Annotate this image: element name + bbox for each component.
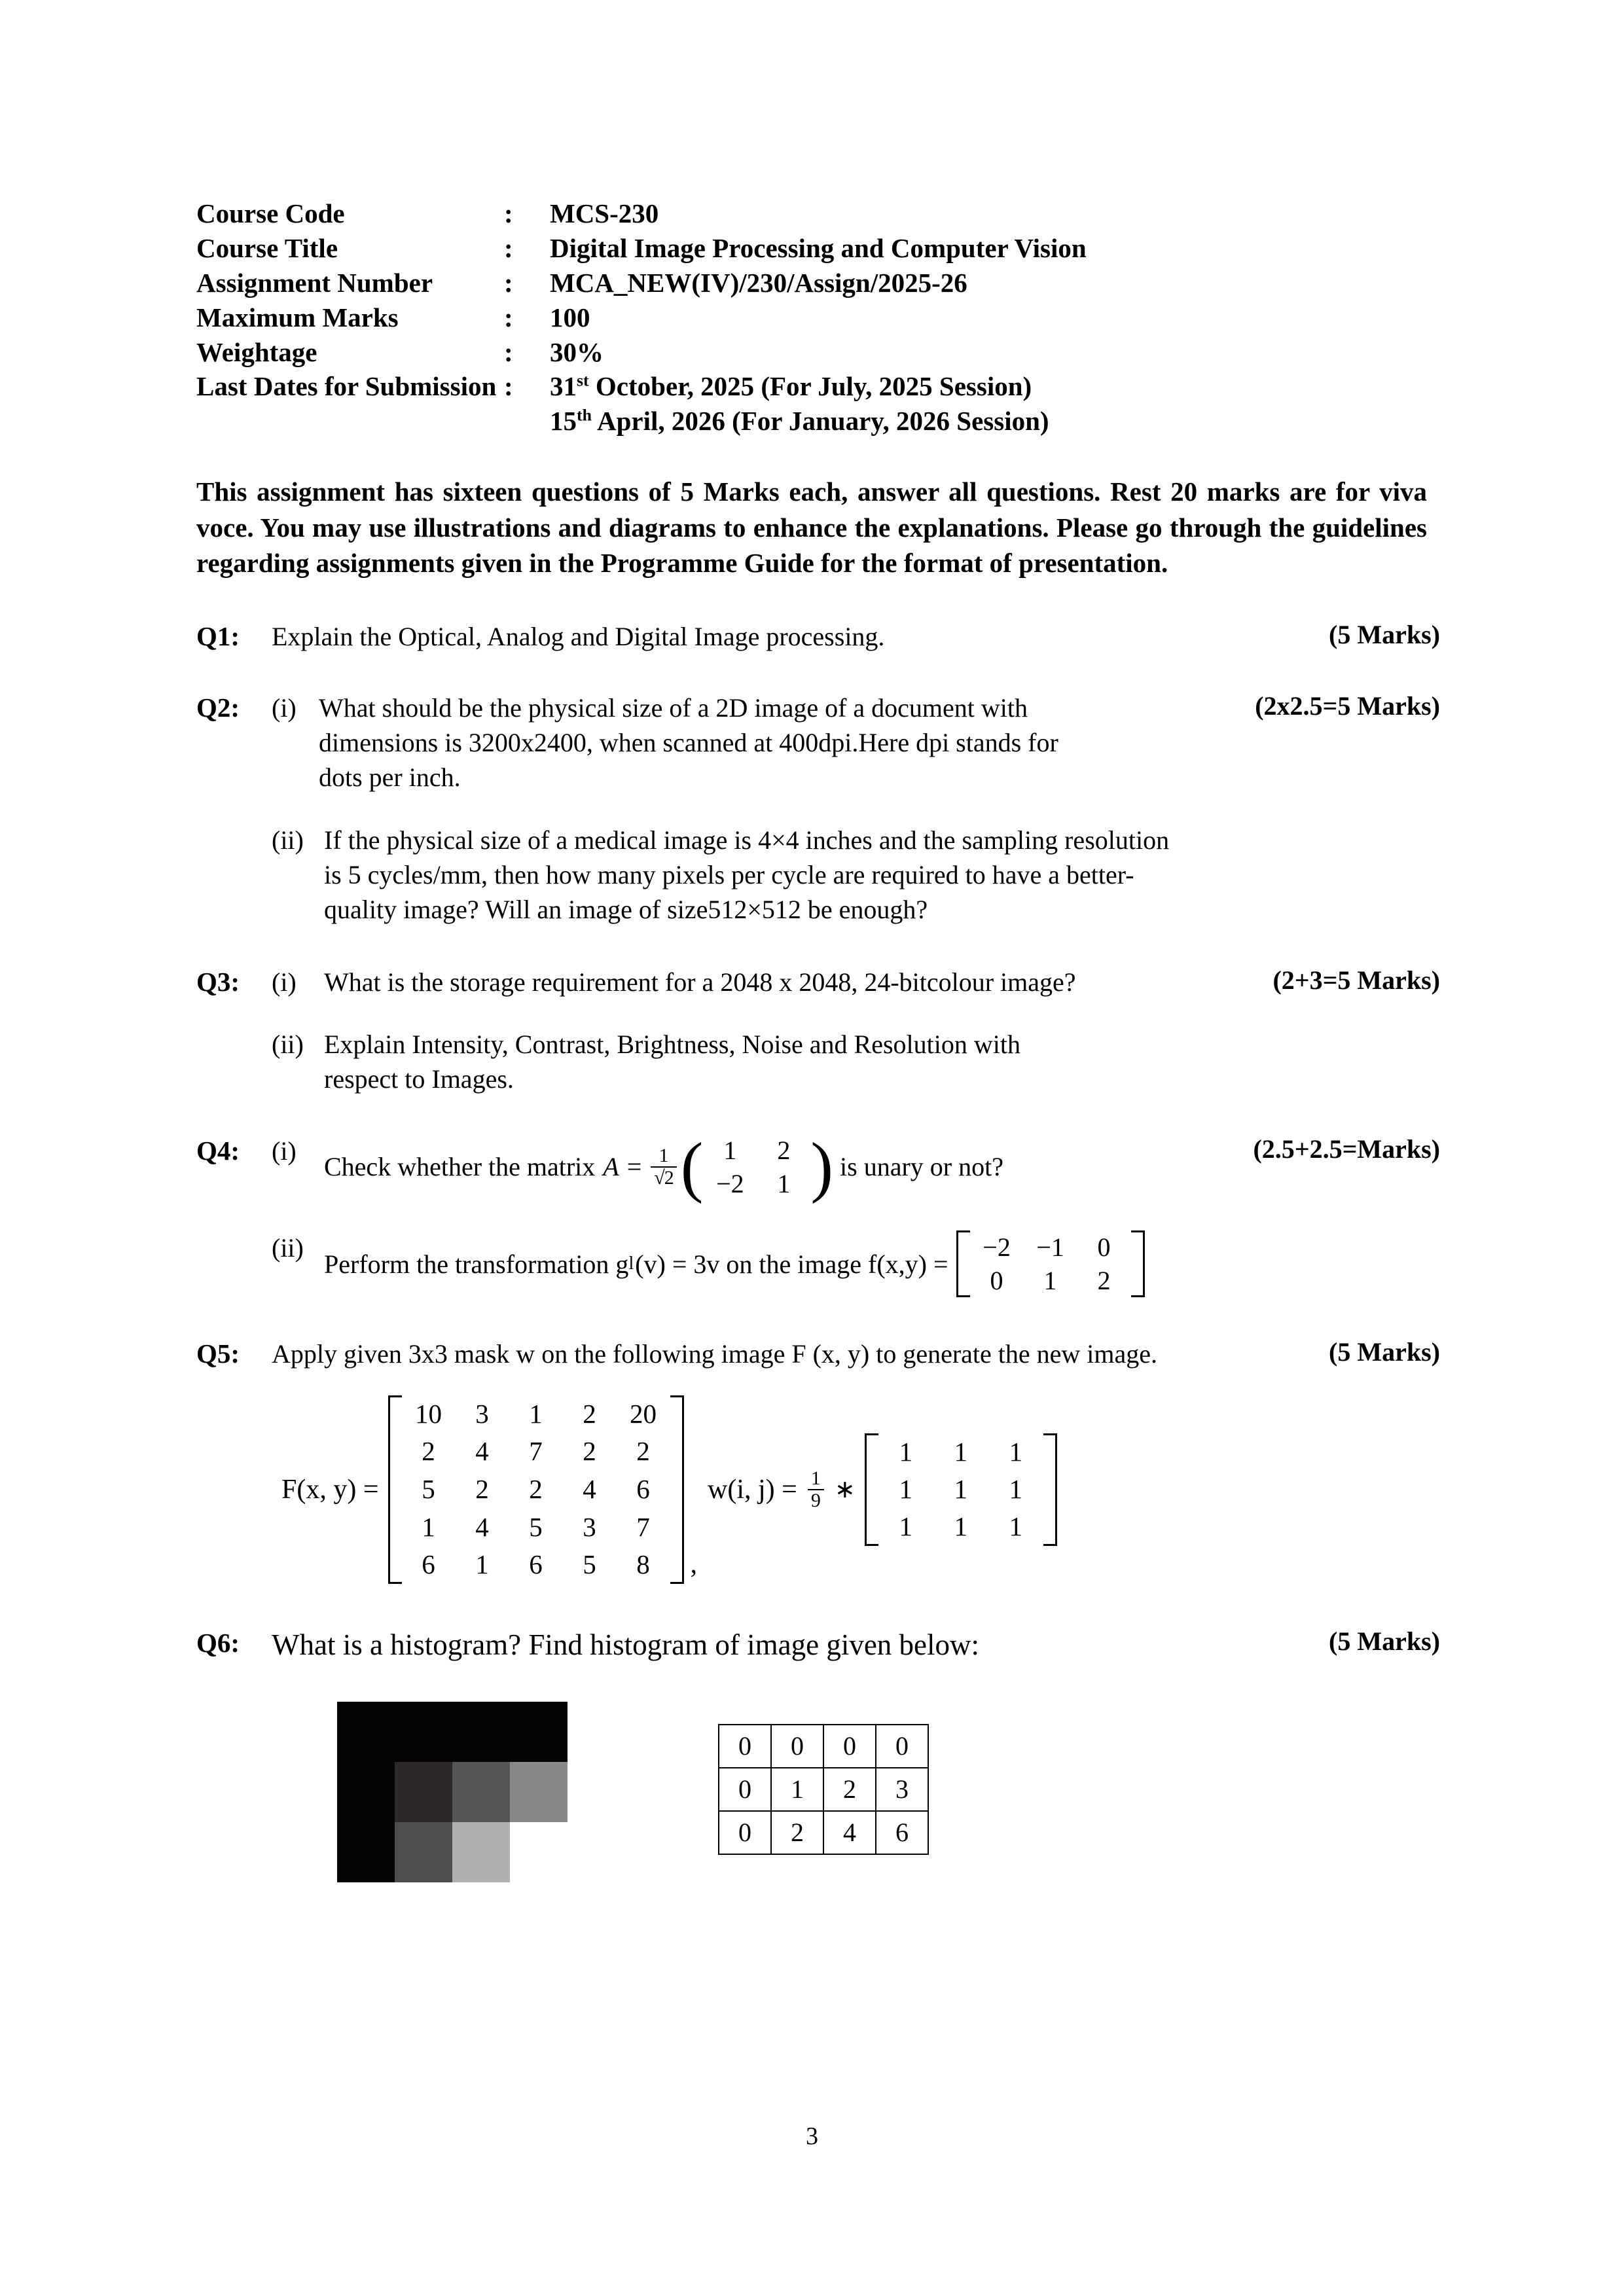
matrix-cell: 2 bbox=[583, 1436, 596, 1467]
left-bracket bbox=[388, 1395, 402, 1584]
meta-value: MCS-230 bbox=[550, 198, 659, 228]
meta-label: Course Title bbox=[196, 232, 338, 263]
meta-colon: : bbox=[504, 302, 513, 332]
matrix-cell: 6 bbox=[422, 1549, 435, 1580]
subquestion-text: Explain Intensity, Contrast, Brightness, Noise and Resolution with respect to Images. bbox=[324, 1030, 1020, 1094]
meta-value: 100 bbox=[550, 302, 590, 332]
right-bracket bbox=[1131, 1230, 1145, 1297]
marks-label: (2x2.5=5 Marks) bbox=[1255, 691, 1440, 721]
table-cell: 0 bbox=[823, 1725, 876, 1768]
meta-colon: : bbox=[504, 267, 513, 298]
date-day: 31 bbox=[550, 371, 577, 402]
date-day: 15 bbox=[550, 406, 577, 437]
right-bracket bbox=[670, 1395, 684, 1584]
subquestion-i bbox=[272, 965, 1440, 999]
question-q6 bbox=[196, 1626, 1440, 1665]
matrix-cell: 7 bbox=[529, 1436, 543, 1467]
matrix-cell: 1 bbox=[1009, 1474, 1022, 1505]
meta-value: Digital Image Processing and Computer Vision bbox=[550, 232, 1087, 263]
grayscale-image bbox=[337, 1702, 568, 1882]
question-q2 bbox=[196, 691, 1440, 927]
matrix-cell: −2 bbox=[716, 1168, 744, 1198]
date-ordinal-suffix: st bbox=[577, 370, 589, 390]
matrix-cell: 1 bbox=[899, 1436, 912, 1467]
pixel-cell bbox=[510, 1702, 568, 1762]
pixel-cell bbox=[337, 1822, 395, 1882]
matrix-cell: 2 bbox=[422, 1436, 435, 1467]
meta-colon: : bbox=[504, 232, 513, 263]
matrix-cell: 2 bbox=[1097, 1266, 1111, 1296]
table-cell: 0 bbox=[719, 1768, 771, 1811]
meta-label: Weightage bbox=[196, 336, 317, 367]
pixel-value-table bbox=[718, 1724, 929, 1855]
table-row bbox=[719, 1768, 928, 1811]
matrix-cell: 1 bbox=[899, 1474, 912, 1505]
question-q4 bbox=[196, 1129, 1440, 1298]
matrix-cell: 3 bbox=[475, 1398, 489, 1429]
meta-colon: : bbox=[504, 371, 513, 402]
question-number: Q2: bbox=[196, 692, 240, 723]
subquestion-text: What should be the physical size of a 2D image of a document with dimensions is 3200x2400, when scanned at 400dpi.Here dpi stands for dots per inch. bbox=[319, 692, 1058, 793]
date-rest: October, 2025 (For July, 2025 Session) bbox=[588, 371, 1032, 402]
matrix-cell: 5 bbox=[422, 1474, 435, 1505]
subquestion-label: (i) bbox=[272, 967, 297, 997]
pixel-cell bbox=[452, 1702, 510, 1762]
question-number: Q5: bbox=[196, 1338, 240, 1369]
fraction-numerator: 1 bbox=[810, 1467, 821, 1490]
subquestion-text: If the physical size of a medical image is 4×4 inches and the sampling resolution is 5 cycles/mm, then how many pixels per cycle are required to have a better-quality image? Will an image of size512×512 be enough? bbox=[324, 825, 1170, 924]
subquestion-label: (i) bbox=[272, 1136, 297, 1166]
w-matrix-label: w(i, j) = bbox=[708, 1474, 797, 1505]
date-rest: April, 2026 (For January, 2026 Session) bbox=[591, 406, 1049, 437]
table-cell: 0 bbox=[719, 1811, 771, 1854]
meta-colon: : bbox=[504, 198, 513, 228]
separator-comma: , bbox=[690, 1549, 698, 1579]
left-paren: ( bbox=[680, 1129, 704, 1205]
table-cell: 6 bbox=[876, 1811, 928, 1854]
matrix-cell: 4 bbox=[583, 1474, 596, 1505]
meta-row-maximum-marks bbox=[196, 300, 1440, 335]
matrix-cell: 7 bbox=[636, 1511, 650, 1542]
matrix-cell: 1 bbox=[954, 1511, 967, 1542]
q4-ii-middle: (v) = 3v on the image f(x,y) = bbox=[635, 1249, 948, 1279]
matrix-cell: 4 bbox=[475, 1511, 489, 1542]
matrix-cell: 1 bbox=[723, 1135, 737, 1165]
subquestion-ii bbox=[272, 1230, 1440, 1297]
question-number: Q4: bbox=[196, 1135, 240, 1166]
table-cell: 4 bbox=[823, 1811, 876, 1854]
f-matrix-label: F(x, y) = bbox=[281, 1474, 379, 1505]
matrix-cell: 2 bbox=[475, 1474, 489, 1505]
subquestion-ii bbox=[272, 1027, 1440, 1096]
pixel-cell bbox=[452, 1762, 510, 1822]
matrix-cell: 20 bbox=[630, 1398, 657, 1429]
matrix-cell: 1 bbox=[899, 1511, 912, 1542]
left-bracket bbox=[865, 1433, 878, 1546]
assignment-instructions: This assignment has sixteen questions of 5 Marks each, answer all questions. Rest 20 marks are for viva voce. You may use illustrations and diagrams to enhance the explanations. Please go through the guidelines regarding assignments given in the Programme Guide for the format of presentation. bbox=[196, 476, 1427, 579]
matrix-cell: 0 bbox=[990, 1266, 1003, 1296]
matrix-cell: 1 bbox=[954, 1474, 967, 1505]
fraction-one-ninth bbox=[808, 1468, 824, 1511]
subscript-l: l bbox=[628, 1253, 634, 1274]
matrix-F bbox=[388, 1395, 684, 1584]
meta-row-course-title bbox=[196, 231, 1440, 266]
meta-row-weightage bbox=[196, 335, 1440, 370]
meta-label: Course Code bbox=[196, 198, 345, 228]
pixel-cell bbox=[510, 1762, 568, 1822]
matrix-cell: 2 bbox=[529, 1474, 543, 1505]
question-number: Q3: bbox=[196, 967, 240, 997]
matrix-cell: 0 bbox=[1097, 1232, 1111, 1263]
marks-label: (2+3=5 Marks) bbox=[1272, 965, 1440, 996]
q4-i-prefix: Check whether the matrix bbox=[324, 1152, 596, 1182]
matrix-cell: 4 bbox=[475, 1436, 489, 1467]
question-q5 bbox=[196, 1336, 1440, 1371]
question-text: What is a histogram? Find histogram of image given below: bbox=[272, 1628, 980, 1661]
matrix-cell: 6 bbox=[529, 1549, 543, 1580]
matrix-cell: 1 bbox=[954, 1436, 967, 1467]
matrix-cell: 2 bbox=[636, 1436, 650, 1467]
multiplication-star: ∗ bbox=[834, 1476, 856, 1504]
pixel-cell bbox=[395, 1822, 452, 1882]
q6-figure-row bbox=[337, 1702, 1434, 1882]
question-number: Q6: bbox=[196, 1627, 240, 1658]
subquestion-ii bbox=[272, 823, 1440, 927]
question-text: Explain the Optical, Analog and Digital Image processing. bbox=[272, 621, 885, 651]
pixel-cell bbox=[452, 1822, 510, 1882]
meta-row-last-dates bbox=[196, 369, 1440, 404]
question-q1 bbox=[196, 619, 1440, 654]
meta-label: Maximum Marks bbox=[196, 302, 399, 332]
matrix-cell: 1 bbox=[1009, 1511, 1022, 1542]
matrix-cell: 1 bbox=[529, 1398, 543, 1429]
matrix-cell: 2 bbox=[777, 1135, 791, 1165]
q4-i-suffix: is unary or not? bbox=[840, 1152, 1003, 1182]
matrix-cell: 5 bbox=[583, 1549, 596, 1580]
right-paren: ) bbox=[810, 1129, 834, 1205]
matrix-cell: 5 bbox=[529, 1511, 543, 1542]
fraction-denominator: √2 bbox=[651, 1166, 676, 1189]
page-number: 3 bbox=[806, 2123, 818, 2150]
meta-label: Last Dates for Submission bbox=[196, 371, 497, 402]
matrix-cell: 3 bbox=[583, 1511, 596, 1542]
question-text: Apply given 3x3 mask w on the following image F (x, y) to generate the new image. bbox=[272, 1339, 1158, 1369]
table-row bbox=[719, 1811, 928, 1854]
table-row bbox=[719, 1725, 928, 1768]
subquestion-text bbox=[324, 1129, 1003, 1205]
marks-label: (5 Marks) bbox=[1329, 619, 1440, 649]
fraction-numerator: 1 bbox=[659, 1145, 669, 1167]
matrix-variable-A: A bbox=[603, 1152, 619, 1182]
pixel-cell bbox=[395, 1702, 452, 1762]
marks-label: (2.5+2.5=Marks) bbox=[1253, 1134, 1440, 1164]
marks-label: (5 Marks) bbox=[1329, 1626, 1440, 1656]
fraction-denominator: 9 bbox=[808, 1489, 824, 1511]
table-cell: 0 bbox=[719, 1725, 771, 1768]
matrix-w bbox=[865, 1433, 1057, 1546]
meta-value: 30% bbox=[550, 336, 604, 367]
subquestion-text: What is the storage requirement for a 2048 x 2048, 24-bitcolour image? bbox=[324, 967, 1076, 997]
meta-row-course-code bbox=[196, 196, 1440, 231]
submission-date-july bbox=[550, 369, 1032, 404]
meta-label: Assignment Number bbox=[196, 267, 433, 298]
subquestion-label: (i) bbox=[272, 692, 297, 723]
table-cell: 2 bbox=[823, 1768, 876, 1811]
q5-matrices bbox=[281, 1395, 1434, 1584]
subquestion-label: (ii) bbox=[272, 825, 304, 855]
matrix-A bbox=[680, 1129, 834, 1205]
subquestion-text bbox=[324, 1230, 1147, 1297]
table-cell: 3 bbox=[876, 1768, 928, 1811]
matrix-cell: 1 bbox=[422, 1511, 435, 1542]
pixel-cell bbox=[337, 1762, 395, 1822]
submission-date-january bbox=[550, 404, 1440, 439]
table-cell: 0 bbox=[876, 1725, 928, 1768]
matrix-cell: 1 bbox=[475, 1549, 489, 1580]
table-cell: 0 bbox=[771, 1725, 823, 1768]
fraction-one-over-root-two bbox=[651, 1145, 676, 1188]
matrix-cell: 10 bbox=[415, 1398, 442, 1429]
pixel-cell bbox=[510, 1822, 568, 1882]
course-meta-block bbox=[196, 196, 1440, 439]
matrix-cell: 1 bbox=[1009, 1436, 1022, 1467]
matrix-cell: −1 bbox=[1036, 1232, 1064, 1263]
left-bracket bbox=[956, 1230, 970, 1297]
pixel-cell bbox=[337, 1702, 395, 1762]
matrix-cell: 1 bbox=[1043, 1266, 1057, 1296]
question-number: Q1: bbox=[196, 620, 240, 651]
marks-label: (5 Marks) bbox=[1329, 1337, 1440, 1367]
matrix-cell: 8 bbox=[636, 1549, 650, 1580]
pixel-cell bbox=[395, 1762, 452, 1822]
table-cell: 2 bbox=[771, 1811, 823, 1854]
subquestion-label: (ii) bbox=[272, 1030, 304, 1060]
meta-value: MCA_NEW(IV)/230/Assign/2025-26 bbox=[550, 267, 967, 298]
matrix-cell: −2 bbox=[983, 1232, 1011, 1263]
table-cell: 1 bbox=[771, 1768, 823, 1811]
question-q3 bbox=[196, 965, 1440, 1097]
matrix-fxy bbox=[956, 1230, 1145, 1297]
meta-colon: : bbox=[504, 336, 513, 367]
matrix-cell: 1 bbox=[777, 1168, 791, 1198]
right-bracket bbox=[1043, 1433, 1057, 1546]
subquestion-label: (ii) bbox=[272, 1233, 304, 1263]
matrix-cell: 6 bbox=[636, 1474, 650, 1505]
matrix-cell: 2 bbox=[583, 1398, 596, 1429]
equals-sign: = bbox=[626, 1152, 642, 1182]
meta-row-assignment-number bbox=[196, 266, 1440, 300]
date-ordinal-suffix: th bbox=[577, 405, 592, 425]
q4-ii-prefix: Perform the transformation g bbox=[324, 1249, 629, 1279]
